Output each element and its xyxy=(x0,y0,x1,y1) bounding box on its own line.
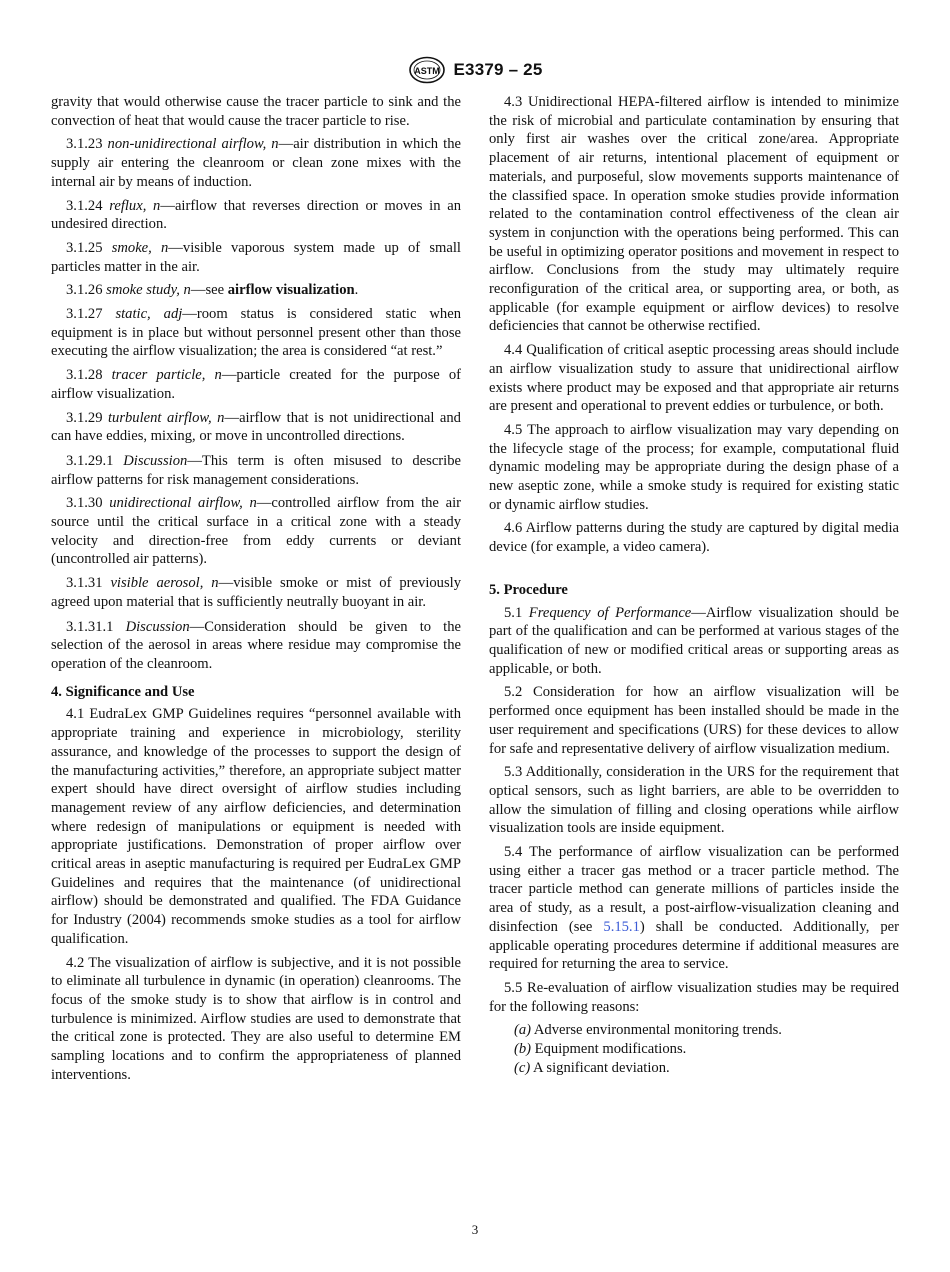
definition-3-1-23: 3.1.23 non-unidirectional airflow, n—air distribution in which the supply air entering the cleanroom or clean zone mixes with the internal air by means of induction. xyxy=(51,136,461,190)
definition-3-1-27: 3.1.27 static, adj—room status is considered static when equipment is in place but without personnel present other than those executing the airflow visualization; the area is considered “at rest.” xyxy=(51,306,461,360)
paragraph-5-2: 5.2 Consideration for how an airflow visualization will be performed once equipment has been installed should be made in the user requirement and specifications (URS) for these devices to allow for safe and representative delivery of airflow visualization medium. xyxy=(489,684,899,757)
discussion-3-1-31-1: 3.1.31.1 Discussion—Consideration should be given to the selection of the aerosol in areas where residue may compromise the operation of the cleanroom. xyxy=(51,618,461,672)
paragraph-5-5: 5.5 Re-evaluation of airflow visualization studies may be required for the following reasons: xyxy=(489,979,899,1015)
definition-3-1-28: 3.1.28 tracer particle, n—particle created for the purpose of airflow visualization. xyxy=(51,367,461,402)
list-item: (b) Equipment modifications. xyxy=(514,1041,687,1058)
cross-reference: airflow visualization xyxy=(227,282,355,299)
definition-3-1-26: 3.1.26 smoke study, n—see airflow visualization. xyxy=(66,282,359,299)
astm-logo-icon xyxy=(408,56,446,84)
section-5-heading: 5. Procedure xyxy=(489,581,568,598)
paragraph-4-6: 4.6 Airflow patterns during the study are captured by digital media device (for example, a video camera). xyxy=(489,520,899,556)
paragraph-4-4: 4.4 Qualification of critical aseptic processing areas should include an airflow visualization study to assure that unidirectional airflow exists where product may be exposed and that appropriate air returns are present and operational to prevent eddies or turbulence, or both. xyxy=(489,342,899,415)
section-4-heading: 4. Significance and Use xyxy=(51,683,195,700)
paragraph-4-1: 4.1 EudraLex GMP Guidelines requires “personnel available with appropriate training and experience in microbiology, sterility assurance, and knowledge of the processes to support the design of the manufacturing activities,” therefore, an appropriate subject matter expert should have direct oversight of airflow studies including management review of any airflow deficiencies, and determination where redesign of manipulations or equipment is needed with appropriate justifications. Demonstration of proper airflow over critical areas in aseptic manufacturing is required per EudraLex GMP Guidelines and requires that the maintenance (of unidirectional airflow) should be demonstrated and qualified. The FDA Guidance for Industry (2004) recommends smoke studies as a tool for airflow qualification. xyxy=(51,706,461,947)
definition-3-1-29: 3.1.29 turbulent airflow, n—airflow that is not unidirectional and can have eddies, mixing, or move in uncontrolled directions. xyxy=(51,409,461,445)
definition-3-1-30: 3.1.30 unidirectional airflow, n—controlled airflow from the air source until the critical surface in a critical zone with a steady velocity and direction-free from eddy currents or deviant (uncontrolled air patterns). xyxy=(51,495,461,568)
left-column xyxy=(51,93,461,1089)
reasons-list xyxy=(489,1021,899,1077)
standard-designation: E3379 – 25 xyxy=(453,60,543,79)
definition-3-1-24: 3.1.24 reflux, n—airflow that reverses direction or moves in an undesired direction. xyxy=(51,197,461,233)
paragraph-5-1: 5.1 Frequency of Performance—Airflow visualization should be part of the qualification and can be performed at various stages of the qualification of new or modified critical areas or supporting areas as applicable, or both. xyxy=(489,604,899,677)
paragraph-4-2: 4.2 The visualization of airflow is subjective, and it is not possible to eliminate all turbulence in dynamic (in operation) cleanrooms. The focus of the smoke study is to show that airflow is in control and turbulence is minimized. Airflow studies are used to demonstrate that the critical zone is protected. They are also useful to determine EM sampling locations and to confirm the appropriateness of planned interventions. xyxy=(51,954,461,1083)
right-column xyxy=(489,93,899,1077)
list-item: (c) A significant deviation. xyxy=(514,1059,670,1076)
paragraph-4-3: 4.3 Unidirectional HEPA-filtered airflow is intended to minimize the risk of microbial and particulate contamination by ensuring that only first air washes over the critical zone/area. Appropriate placement of air returns, intentional placement of equipment or materials, and purposeful, slow movements supports maintenance of the classified space. In operation smoke studies provide information related to the contamination control effectiveness of the clean air system in conjunction with the operations being performed. This can be useful in optimizing operator positions and movement in respect to airflow. Conclusions from the study may ultimately require reconfiguration of the critical area, or supporting area, or both, as applicable (for example equipment or airflow devices) to resolve deficiencies that cannot be otherwise rectified. xyxy=(489,94,899,335)
definition-3-1-31: 3.1.31 visible aerosol, n—visible smoke or mist of previously agreed upon material that is sufficiently neutrally buoyant in air. xyxy=(51,575,461,610)
list-item: (a) Adverse environmental monitoring trends. xyxy=(514,1022,782,1039)
paragraph-continued: gravity that would otherwise cause the tracer particle to sink and the convection of heat that would cause the tracer particle to rise. xyxy=(51,94,461,129)
page-header xyxy=(0,56,950,84)
svg-text:ASTM: ASTM xyxy=(413,66,440,76)
definition-3-1-25: 3.1.25 smoke, n—visible vaporous system made up of small particles matter in the air. xyxy=(51,239,461,275)
paragraph-4-5: 4.5 The approach to airflow visualization may vary depending on the lifecycle stage of the process; for example, computational fluid dynamic modeling may be appropriate during the design phase of a new aseptic zone, while a smoke study is required for existing static or dynamic airflow studies. xyxy=(489,421,899,513)
discussion-3-1-29-1: 3.1.29.1 Discussion—This term is often misused to describe airflow patterns for risk management considerations. xyxy=(51,452,461,488)
page-number: 3 xyxy=(471,1222,479,1237)
paragraph-5-4: 5.4 The performance of airflow visualization can be performed using either a tracer gas method or a tracer particle method. The tracer particle method can generate millions of particles inside the area of study, as a result, a post-airflow-visualization cleaning and disinfection (see 5.15.1) shall be conducted. Additionally, per applicable operating procedures determine if additional measures are required for returning the area to service. xyxy=(489,844,899,973)
paragraph-5-3: 5.3 Additionally, consideration in the URS for the requirement that optical sensors, such as light barriers, are able to be overridden to allow the simulation of filling and closing operations while airflow visualization tools are inside equipment. xyxy=(489,764,899,837)
section-link-5-15-1[interactable]: 5.15.1 xyxy=(603,918,640,935)
